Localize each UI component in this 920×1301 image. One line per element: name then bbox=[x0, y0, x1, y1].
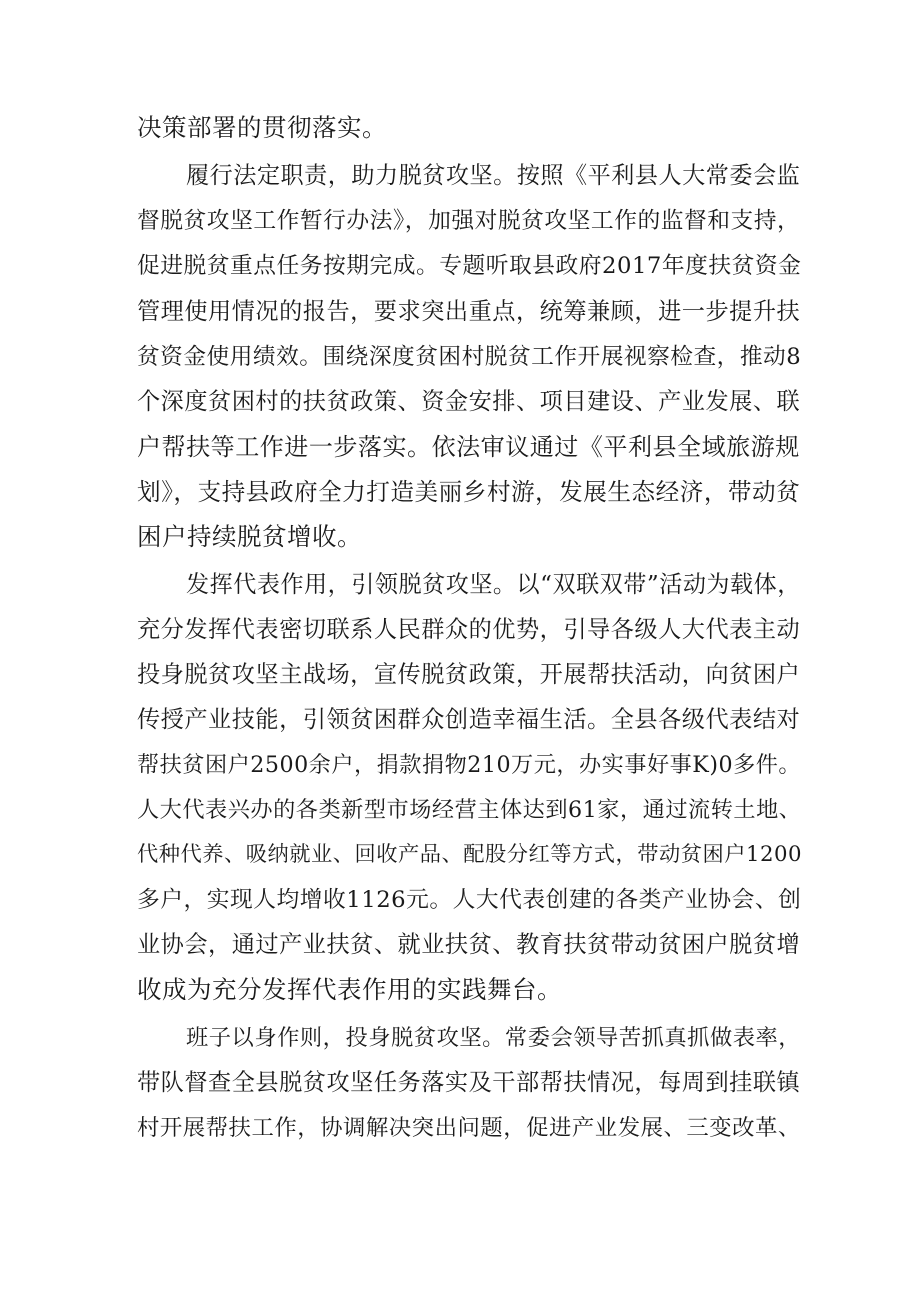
text-line: 投身脱贫攻坚主战场，宣传脱贫政策，开展帮扶活动，向贫困户 bbox=[137, 661, 801, 688]
text-line: 业协会，通过产业扶贫、就业扶贫、教育扶贫带动贫困户脱贫增 bbox=[137, 931, 801, 958]
text-line: 管理使用情况的报告，要求突出重点，统筹兼顾，进一步提升扶 bbox=[137, 298, 801, 325]
text-line: 多户，实现人均增收1126元。人大代表创建的各类产业协会、创 bbox=[137, 887, 802, 913]
text-line: 督脱贫攻坚工作暂行办法》，加强对脱贫攻坚工作的监督和支持， bbox=[137, 208, 801, 234]
text-line: 带队督查全县脱贫攻坚任务落实及干部帮扶情况，每周到挂联镇 bbox=[137, 1069, 801, 1096]
text-line: 贫资金使用绩效。围绕深度贫困村脱贫工作开展视察检查，推动8 bbox=[137, 344, 802, 370]
text-line: 村开展帮扶工作，协调解决突出问题，促进产业发展、三变改革、 bbox=[137, 1115, 801, 1141]
text-line: 收成为充分发挥代表作用的实践舞台。 bbox=[137, 975, 562, 1004]
text-line: 划》，支持县政府全力打造美丽乡村游，发展生态经济，带动贫 bbox=[137, 478, 801, 506]
text-line: 个深度贫困村的扶贫政策、资金安排、项目建设、产业发展、联 bbox=[137, 388, 801, 415]
text-line: 促进脱贫重点任务按期完成。专题听取县政府2017年度扶贫资金 bbox=[137, 253, 802, 279]
text-line: 充分发挥代表密切联系人民群众的优势，引导各级人大代表主动 bbox=[137, 616, 801, 643]
text-line: 户帮扶等工作进一步落实。依法审议通过《平利县全域旅游规 bbox=[137, 433, 800, 461]
text-line: 困户持续脱贫增收。 bbox=[137, 522, 362, 551]
paragraph-3-heading-line: 班子以身作则，投身脱贫攻坚。常委会领导苦抓真抓做表率， bbox=[186, 1025, 802, 1051]
text-line: 传授产业技能，引领贫困群众创造幸福生活。全县各级代表结对 bbox=[137, 706, 801, 733]
text-line: 人大代表兴办的各类新型市场经营主体达到61家，通过流转土地、 bbox=[137, 797, 802, 823]
text-line: 决策部署的贯彻落实。 bbox=[137, 113, 387, 142]
text-line: 帮扶贫困户2500余户，捐款捐物210万元，办实事好事K)0多件。 bbox=[137, 752, 802, 778]
text-line: 代种代养、吸纳就业、回收产品、配股分红等方式，带动贫困户1200 bbox=[137, 842, 803, 867]
paragraph-1-heading-line: 履行法定职责，助力脱贫攻坚。按照《平利县人大常委会监 bbox=[186, 163, 801, 189]
paragraph-2-heading-line: 发挥代表作用，引领脱贫攻坚。以“双联双带”活动为载体， bbox=[186, 572, 801, 598]
